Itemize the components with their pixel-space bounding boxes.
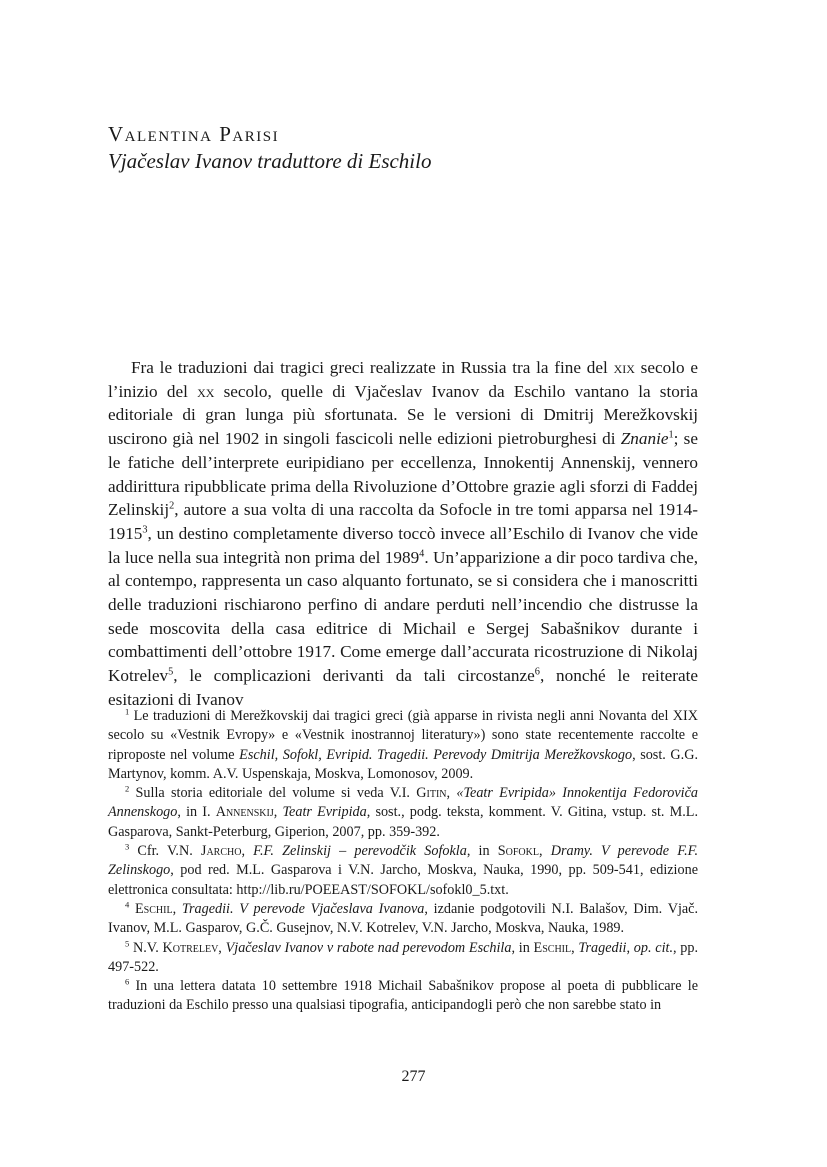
body-text-span: ; se le fatiche dell’interprete euripidiano per eccellenza, Innokentij Annenskij, vennero addirittura ripubblicate prima della Rivoluzione d’Ottobre grazie agli sforzi di Faddej Zelinskij — [108, 429, 698, 520]
footnote-text: Le traduzioni di Merežkovskij dai tragici greci (già apparse in rivista negli anni Novanta del XIX secolo su «Vestnik Evropy» e «Vestnik inostrannoj literatury») sono state recentemente raccolte e riproposte nel volume — [108, 708, 698, 763]
body-text-span: Fra le traduzioni dai tragici greci realizzate in Russia tra la fine del — [131, 358, 614, 377]
footnote-1 — [108, 707, 698, 784]
roman-numeral: xx — [197, 381, 215, 401]
body-paragraph — [108, 356, 698, 712]
footnote-italic: «Teatr Evripida» Innokentija Fedoroviča Annenskogo — [108, 785, 698, 821]
body-text-span: , un destino completamente diverso toccò invece all’Eschilo di Ivanov che vide la luce nella sua integrità non prima del 1989 — [108, 523, 698, 567]
footnote-ref-1: 1 — [668, 429, 674, 441]
italic-title: Znanie — [620, 429, 669, 449]
footnote-text: , — [538, 843, 551, 860]
footnote-italic: Teatr Evripida — [282, 804, 367, 821]
footnote-2 — [108, 784, 698, 842]
footnote-text: , — [218, 939, 226, 956]
body-text-span: . Un’apparizione a dir poco tardiva che, al contempo, rappresenta un caso alquanto fortunato, se si considera che i manoscritti delle traduzioni rischiarono perfino di andare perduti nell’incendio che distrusse la sede moscovita della casa editrice di Michail e Sergej Sabašnikov durante i combattimenti dell’ottobre 1917. Come emerge dall’accurata ricostruzione di Nikolaj Kotrelev — [108, 547, 698, 686]
footnote-number: 2 — [125, 783, 130, 794]
footnote-italic: Vjačeslav Ivanov v rabote nad perevodom Eschila — [225, 939, 512, 956]
body-text-span: , autore a sua volta di una raccolta da Sofocle in tre tomi apparsa nel 1914-1915 — [108, 500, 698, 543]
footnote-italic: Tragedii. V perevode Vjačeslava Ivanova — [181, 900, 425, 917]
footnote-text: , sost. G.G. Martynov, komm. A.V. Uspenskaja, Moskva, Lomonosov, 2009. — [108, 746, 698, 782]
footnote-number: 3 — [125, 841, 130, 852]
footnote-text: , izdanie podgotovili N.I. Balašov, Dim. Vjač. Ivanov, M.L. Gasparov, G.Č. Gusejnov, N.V. Kotrelev, V.N. Jarcho, Moskva, Nauka, 1989. — [108, 900, 699, 937]
footnote-ref-4: 4 — [419, 547, 425, 559]
footnote-3 — [108, 842, 698, 900]
page-number: 277 — [401, 1068, 426, 1085]
footnotes — [108, 707, 698, 1016]
footnote-text: , pod red. M.L. Gasparova i V.N. Jarcho, Moskva, Nauka, 1990, pp. 509-541, edizione elettronica consultata: http://lib.ru/POEEAST/SOFOKL/sofokl0_5.txt. — [108, 862, 698, 898]
footnote-ref-5: 5 — [168, 666, 174, 678]
footnote-text: , pp. 497-522. — [108, 939, 699, 975]
footnote-text: , — [571, 939, 579, 956]
author-smallcaps: Kotrelev — [162, 939, 219, 956]
author-smallcaps: Annenskij — [215, 804, 274, 821]
footnote-text: , in — [511, 939, 534, 956]
roman-numeral: xix — [613, 358, 635, 377]
body-text-span: , nonché le reiterate esitazioni di Ivanov — [108, 666, 698, 709]
footnote-number: 6 — [125, 976, 130, 987]
footnote-italic: Eschil, Sofokl, Evripid. Tragedii. Perevody Dmitrija Merežkovskogo — [239, 746, 633, 763]
author-name: Valentina Parisi — [108, 122, 280, 146]
footnote-text: Sulla storia editoriale del volume si veda V.I. — [129, 785, 417, 802]
footnote-italic: F.F. Zelinskij – perevodčik Sofokla — [253, 843, 467, 860]
footnote-text: , — [241, 843, 254, 860]
footnote-italic: Dramy. V perevode F.F. Zelinskogo — [108, 843, 699, 879]
footnote-text: , — [273, 804, 283, 821]
footnote-ref-2: 2 — [169, 500, 175, 512]
footnote-number: 1 — [125, 706, 130, 717]
article-title: Vjačeslav Ivanov traduttore di Eschilo — [108, 149, 432, 173]
body-text-span: secolo, quelle di Vjačeslav Ivanov da Eschilo vantano la storia editoriale di gran lunga più sfortunata. Se le versioni di Dmitrij Merežkovskij uscirono già nel 1902 in singoli fascicoli nelle edizioni pietroburghesi di — [108, 381, 698, 449]
footnote-italic: op. cit. — [633, 939, 673, 956]
footnote-text: , — [172, 900, 182, 917]
footnote-text: , — [626, 939, 634, 956]
footnote-6 — [108, 977, 698, 1016]
footnote-text: , sost., podg. teksta, komment. V. Gitina, vstup. st. M.L. Gasparova, Sankt-Peterburg, Giperion, 2007, pp. 359-392. — [108, 804, 699, 840]
footnote-text: , in — [466, 843, 498, 860]
body-text-span: , le complicazioni derivanti da tali circostanze — [173, 666, 535, 686]
footnote-5 — [108, 939, 698, 978]
footnote-number: 5 — [125, 937, 130, 948]
author-smallcaps: Eschil — [135, 900, 173, 917]
footnote-text: N.V. — [129, 939, 163, 956]
author-smallcaps: Jarcho — [200, 843, 242, 860]
footnote-text: , — [446, 785, 457, 802]
footnote-text: , in I. — [177, 804, 216, 821]
author-smallcaps: Eschil — [533, 939, 572, 956]
footnote-ref-6: 6 — [534, 666, 540, 678]
footnote-ref-3: 3 — [142, 524, 148, 536]
footnote-text: In una lettera datata 10 settembre 1918 Michail Sabašnikov propose al poeta di pubblicare le traduzioni da Eschilo presso una qualsiasi tipografia, anticipandogli però che non sarebbe stato in — [108, 978, 698, 1014]
footnote-number: 4 — [125, 899, 130, 910]
author-smallcaps: Gitin — [416, 785, 447, 802]
footnote-4 — [108, 900, 698, 939]
footnote-italic: Tragedii — [578, 939, 627, 956]
body-text-span: secolo e l’inizio del — [108, 358, 698, 401]
author-smallcaps: Sofokl — [497, 843, 539, 860]
footnote-text: Cfr. V.N. — [129, 843, 201, 860]
